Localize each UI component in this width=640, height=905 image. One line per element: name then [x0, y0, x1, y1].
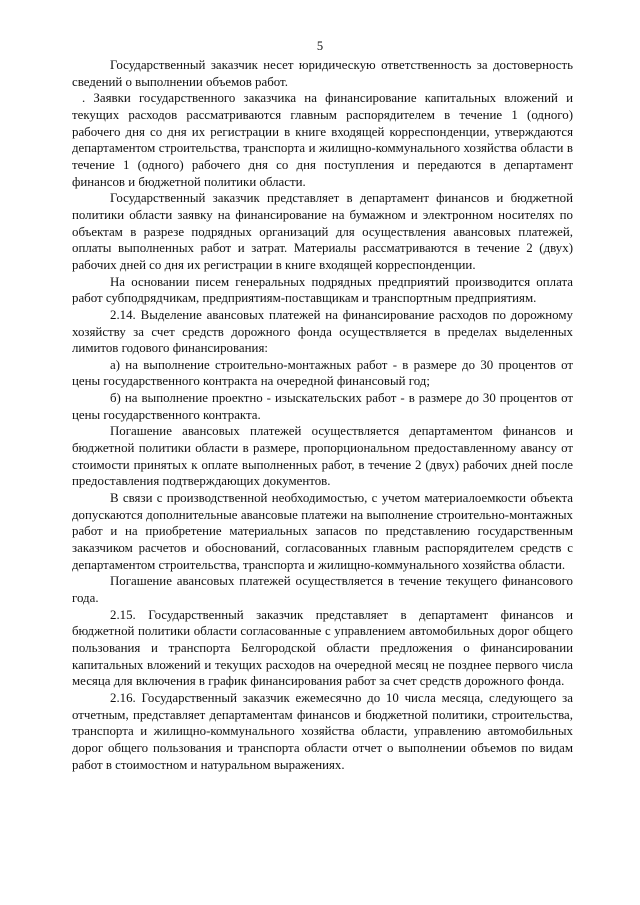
paragraph-responsibility: Государственный заказчик несет юридическую ответственность за достоверность сведений о выполнении объемов работ.: [72, 58, 573, 89]
paragraph-advance-repayment: Погашение авансовых платежей осуществляется департаментом финансов и бюджетной политики области в размере, пропорциональном предоставленному авансу от стоимости принятых к оплате выполненных работ, в течение 2 (двух) рабочих дней после предоставления подтверждающих документов.: [72, 424, 573, 489]
paragraph-subcontractor-payment: На основании писем генеральных подрядных предприятий производится оплата работ субподрядчикам, предприятиям-поставщикам и транспортным предприятиям.: [72, 274, 573, 306]
document-body: [72, 57, 573, 773]
paragraph-item-a: а) на выполнение строительно-монтажных работ - в размере до 30 процентов от цены государственного контракта на очередной финансовый год;: [72, 357, 573, 389]
paragraph-item-b: б) на выполнение проектно - изыскательских работ - в размере до 30 процентов от цены государственного контракта.: [72, 391, 573, 422]
paragraph-2-16: 2.16. Государственный заказчик ежемесячно до 10 числа месяца, следующего за отчетным, представляет департаментам финансов и бюджетной политики, строительства, транспорта и жилищно-коммунального хозяйства области, управлению автомобильных дорог общего пользования и транспорта области отчет о выполнении объемов по видам работ в стоимостном и натуральном выражениях.: [72, 690, 573, 772]
paragraph-repayment-period: Погашение авансовых платежей осуществляется в течение текущего финансового года.: [72, 574, 573, 605]
paragraph-applications-review: . Заявки государственного заказчика на финансирование капитальных вложений и текущих расходов рассматриваются главным распорядителем в течение 1 (одного) рабочего дня со дня их регистрации в книге входящей корреспонденции, утверждаются департаментом строительства, транспорта и жилищно-коммунального хозяйства области в течение 1 (одного) рабочего дня со дня поступления и передаются в департамент финансов и бюджетной политики области.: [72, 91, 573, 189]
paragraph-additional-advances: В связи с производственной необходимостью, с учетом материалоемкости объекта допускаются дополнительные авансовые платежи на выполнение строительно-монтажных работ и на приобретение материальных запасов по представлению государственным заказчиком расчетов и обоснований, согласованных главным распорядителем средств с департаментом строительства, транспорта и жилищно-коммунального хозяйства области.: [72, 491, 573, 572]
paragraph-2-14: 2.14. Выделение авансовых платежей на финансирование расходов по дорожному хозяйству за счет средств дорожного фонда осуществляется в пределах выделенных лимитов годового финансирования:: [72, 307, 573, 356]
page-number: 5: [316, 39, 324, 53]
paragraph-2-15: 2.15. Государственный заказчик представляет в департамент финансов и бюджетной политики области согласованные с управлением автомобильных дорог общего пользования и транспорта Белгородской области предложения о финансировании капитальных вложений и текущих расходов на очередной месяц не позднее первого числа месяца для включения в график финансирования работ за счет средств дорожного фонда.: [72, 607, 573, 689]
paragraph-financing-request: Государственный заказчик представляет в департамент финансов и бюджетной политики области заявку на финансирование на бумажном и электронном носителях по объектам в разрезе подрядных организаций для осуществления авансовых платежей, оплаты выполненных работ и затрат. Материалы рассматриваются в течение 2 (двух) рабочих дней со дня их регистрации в книге входящей корреспонденции.: [72, 191, 573, 272]
